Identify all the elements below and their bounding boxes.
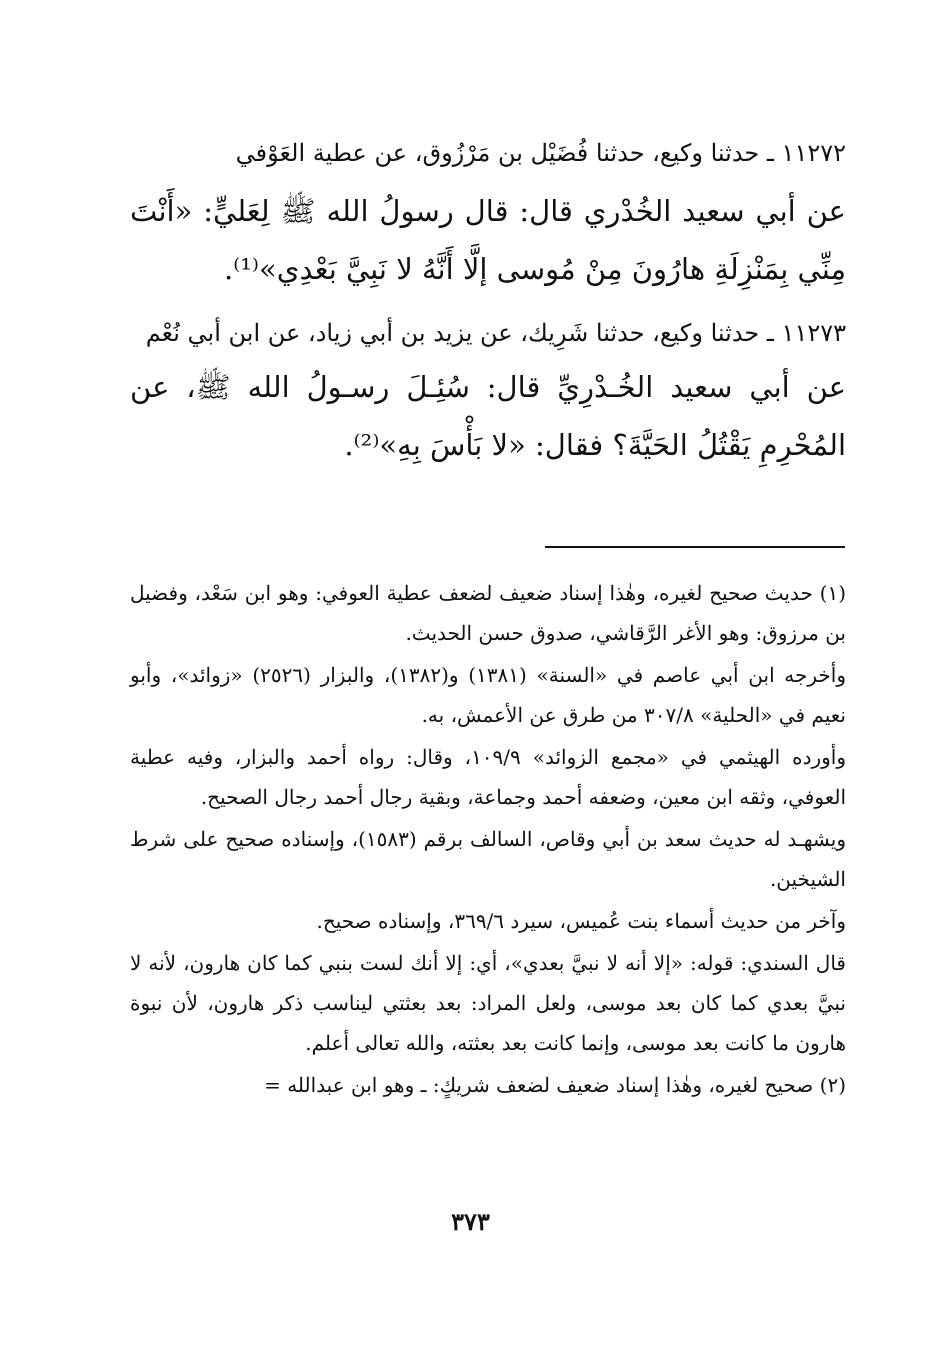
footnote-separator	[545, 546, 845, 548]
hadith-11273-matn: عن أبي سعيد الخُـدْرِيِّ قال: سُئِـلَ رسـولُ الله ﷺ، عن المُحْرِمِ يَقْتُلُ الحَيَّةَ؟ فقال: «لا بَأْسَ بِهِ»⁽²⁾.	[130, 370, 846, 462]
hadith-11272-isnad: ١١٢٧٢ ـ حدثنا وكيع، حدثنا فُضَيْل بن مَرْزُوق، عن عطية العَوْفي	[235, 139, 846, 167]
footnote-1-grading: (١) حديث صحيح لغيره، وهٰذا إسناد ضعيف لضعف عطية العوفي: وهو ابن سَعْد، وفضيل بن مرزوق: وهو الأغر الرَّقاشي، صدوق حسن الحديث.	[130, 581, 846, 645]
hadith-11273-isnad: ١١٢٧٣ ـ حدثنا وكيع، حدثنا شَرِيك، عن يزيد بن أبي زياد، عن ابن أبي نُعْم	[145, 319, 846, 347]
footnote-1-witness-asma: وآخر من حديث أسماء بنت عُميس، سيرد ٣٦٩/٦، وإسناده صحيح.	[316, 909, 846, 933]
footnote-1-haythami: وأورده الهيثمي في «مجمع الزوائد» ١٠٩/٩، وقال: رواه أحمد والبزار، وفيه عطية العوفي، وثقه ابن معين، وضعفه أحمد وجماعة، وبقية رجال أحمد رجال الصحيح.	[130, 745, 847, 809]
footnotes	[130, 573, 846, 1105]
footnote-1-sindi: قال السندي: قوله: «إلا أنه لا نبيَّ بعدي»، أي: إلا أنك لست بنبي كما كان هارون، لأنه لا نبيَّ بعدي كما كان بعد موسى، ولعل المراد: بعد بعثتي ليناسب ذكر هارون، لأن نبوة هارون ما كانت بعد موسى، وإنما كانت بعد بعثته، والله تعالى أعلم.	[130, 951, 846, 1055]
footnote-1-sources: وأخرجه ابن أبي عاصم في «السنة» (١٣٨١) و(١٣٨٢)، والبزار (٢٥٢٦) «زوائد»، وأبو نعيم في «الحلية» ٣٠٧/٨ من طرق عن الأعمش، به.	[130, 663, 847, 727]
footnote-1-witness-saad: ويشهـد له حديث سعد بن أبي وقاص، السالف برقم (١٥٨٣)، وإسناده صحيح على شرط الشيخين.	[130, 827, 846, 891]
hadith-11272-matn: عن أبي سعيد الخُدْري قال: قال رسولُ الله ﷺ لِعَليٍّ: «أَنْتَ مِنِّي بِمَنْزِلَةِ هارُونَ مِنْ مُوسى إلَّا أَنَّهُ لا نَبِيَّ بَعْدِي»⁽¹⁾.	[130, 194, 846, 286]
footnote-2-grading: (٢) صحيح لغيره، وهٰذا إسناد ضعيف لضعف شريكٍ: ـ وهو ابن عبدالله =	[264, 1073, 846, 1097]
main-text	[130, 132, 846, 474]
page-number: ٣٧٣	[451, 1207, 490, 1236]
